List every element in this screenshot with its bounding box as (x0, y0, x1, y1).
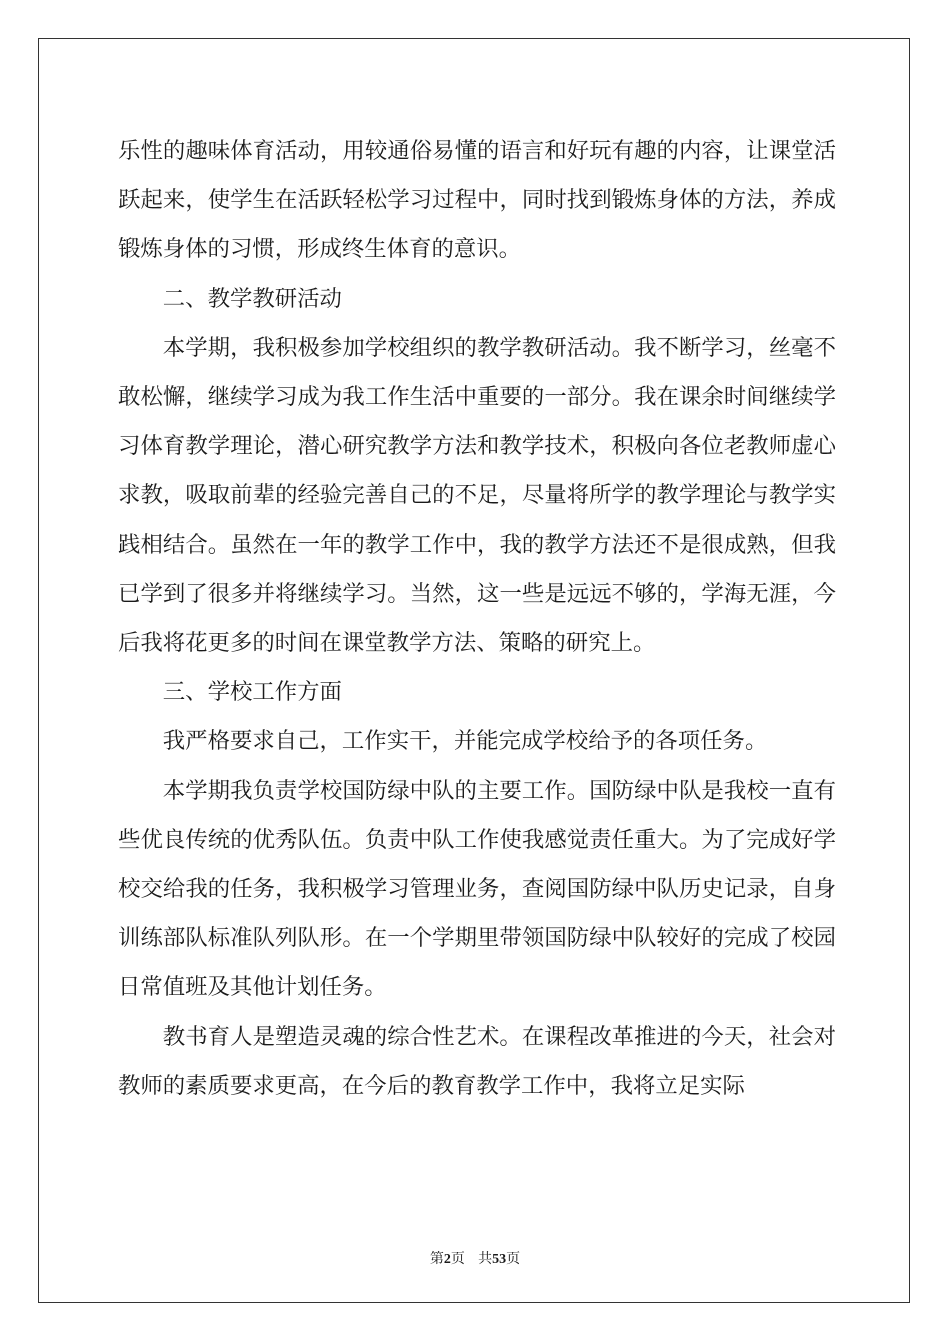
paragraph-3: 我严格要求自己，工作实干，并能完成学校给予的各项任务。 (162, 728, 768, 755)
section-heading-3: 三、学校工作方面 (162, 679, 342, 706)
section-heading-2: 二、教学教研活动 (162, 285, 342, 312)
footer-page-unit: 页 (450, 1251, 465, 1267)
page-footer (0, 1248, 950, 1268)
document-body (118, 127, 836, 1111)
paragraph-5: 教书育人是塑造灵魂的综合性艺术。在课程改革推进的今天，社会对教师的素质要求更高，在今后的教育教学工作中，我将立足实际 (118, 1023, 836, 1099)
paragraph-1: 乐性的趣味体育活动，用较通俗易懂的语言和好玩有趣的内容，让课堂活跃起来，使学生在活跃轻松学习过程中，同时找到锻炼身体的方法，养成锻炼身体的习惯，形成终生体育的意识。 (118, 138, 836, 263)
paragraph-4: 本学期我负责学校国防绿中队的主要工作。国防绿中队是我校一直有些优良传统的优秀队伍。负责中队工作使我感觉责任重大。为了完成好学校交给我的任务，我积极学习管理业务，查阅国防绿中队历史记录，自身训练部队标准队列队形。在一个学期里带领国防绿中队较好的完成了校园日常值班及其他计划任务。 (118, 777, 836, 1001)
footer-total-prefix: 共 (478, 1251, 493, 1267)
total-pages-number: 53 (492, 1252, 507, 1267)
paragraph-2: 本学期，我积极参加学校组织的教学教研活动。我不断学习，丝毫不敢松懈，继续学习成为我工作生活中重要的一部分。我在课余时间继续学习体育教学理论，潜心研究教学方法和教学技术，积极向各位老教师虚心求教，吸取前辈的经验完善自己的不足，尽量将所学的教学理论与教学实践相结合。虽然在一年的教学工作中，我的教学方法还不是很成熟，但我已学到了很多并将继续学习。当然，这一些是远远不够的，学海无涯，今后我将花更多的时间在课堂教学方法、策略的研究上。 (118, 334, 836, 657)
footer-total-unit: 页 (506, 1251, 521, 1267)
current-page-number: 2 (443, 1252, 451, 1267)
footer-prefix: 第 (429, 1251, 444, 1267)
